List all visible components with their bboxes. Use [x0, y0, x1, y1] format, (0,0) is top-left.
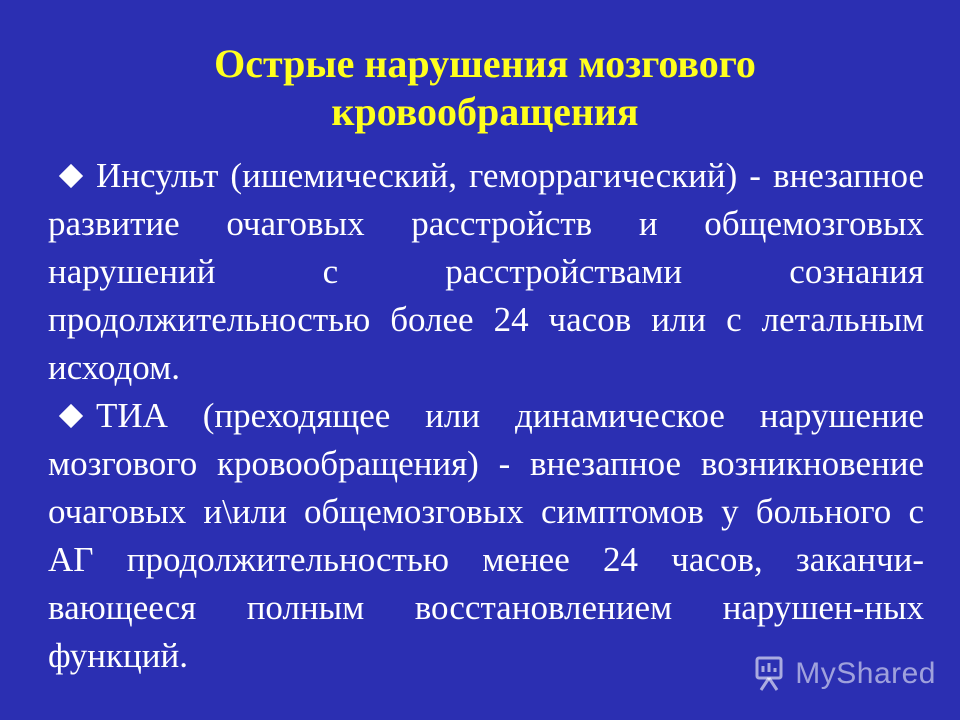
- watermark-text: MyShared: [795, 657, 936, 690]
- watermark: [749, 654, 936, 694]
- bullet-text: Инсульт (ишемический, геморрагический) - внезапное развитие очаговых расстройств и общемозговых нарушений с расстройствами сознания продолжительностью более 24 часов или с летальным исходом.: [48, 156, 924, 387]
- bullet-text: ТИА (преходящее или динамическое нарушение мозгового кровообращения) - внезапное возникновение очаговых и\или общемозговых симптомов у больного с АГ продолжительностью менее 24 часов, заканчи-вающееся полным восстановлением нарушен-ных функций.: [48, 396, 924, 675]
- bullet-item: [48, 392, 924, 680]
- diamond-bullet-icon: [59, 404, 83, 428]
- bullet-item: [48, 152, 924, 392]
- slide-title: Острые нарушения мозгового кровообращения: [214, 41, 756, 134]
- diamond-bullet-icon: [59, 164, 83, 188]
- presentation-board-icon: [749, 654, 789, 694]
